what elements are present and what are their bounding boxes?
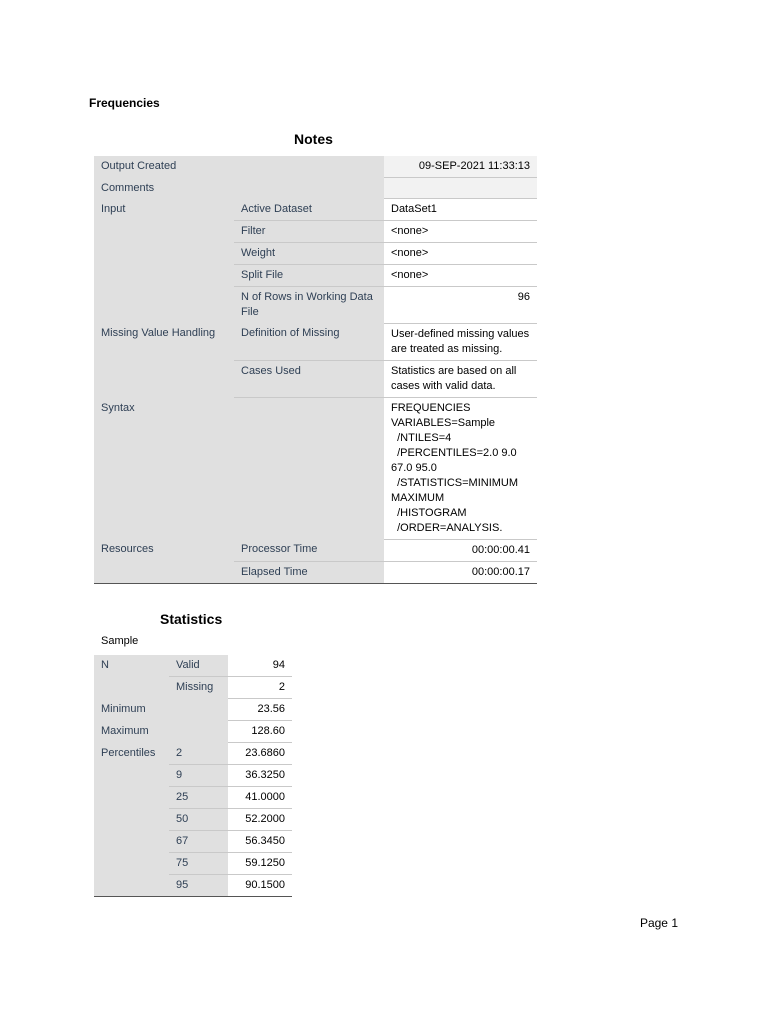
minimum-label: Minimum <box>94 699 228 721</box>
percentile-label: 25 <box>169 787 228 809</box>
percentile-label: 50 <box>169 809 228 831</box>
resources-label: Resources <box>94 539 234 583</box>
statistics-table-title: Statistics <box>160 611 223 627</box>
definition-of-missing-value: User-defined missing values are treated as missing. <box>384 323 537 360</box>
cases-used-label: Cases Used <box>234 360 384 397</box>
valid-label: Valid <box>169 655 228 677</box>
maximum-label: Maximum <box>94 721 228 743</box>
filter-label: Filter <box>234 221 384 243</box>
n-rows-label: N of Rows in Working Data File <box>234 287 384 324</box>
table-row <box>94 539 537 561</box>
comments-value <box>384 178 537 199</box>
valid-value: 94 <box>228 655 292 677</box>
statistics-table <box>94 655 292 897</box>
percentile-value: 23.6860 <box>228 743 292 765</box>
definition-of-missing-label: Definition of Missing <box>234 323 384 360</box>
percentile-label: 95 <box>169 875 228 897</box>
table-row <box>94 199 537 221</box>
percentile-value: 41.0000 <box>228 787 292 809</box>
n-rows-value: 96 <box>384 287 537 324</box>
missing-value-handling-label: Missing Value Handling <box>94 323 234 397</box>
table-row <box>94 655 292 677</box>
percentile-label: 75 <box>169 853 228 875</box>
percentiles-label: Percentiles <box>94 743 169 897</box>
missing-value: 2 <box>228 677 292 699</box>
statistics-variable-label: Sample <box>101 635 139 647</box>
notes-table <box>94 156 537 584</box>
cases-used-value: Statistics are based on all cases with valid data. <box>384 360 537 397</box>
output-created-label: Output Created <box>94 156 384 178</box>
syntax-value: FREQUENCIES VARIABLES=Sample /NTILES=4 /PERCENTILES=2.0 9.0 67.0 95.0 /STATISTICS=MINIMUM MAXIMUM /HISTOGRAM /ORDER=ANALYSIS. <box>384 397 537 539</box>
percentile-value: 36.3250 <box>228 765 292 787</box>
elapsed-time-value: 00:00:00.17 <box>384 561 537 583</box>
split-file-value: <none> <box>384 265 537 287</box>
active-dataset-value: DataSet1 <box>384 199 537 221</box>
elapsed-time-label: Elapsed Time <box>234 561 384 583</box>
table-row <box>94 721 292 743</box>
input-label: Input <box>94 199 234 324</box>
notes-table-title: Notes <box>294 131 333 147</box>
output-created-value: 09-SEP-2021 11:33:13 <box>384 156 537 178</box>
comments-label: Comments <box>94 178 384 199</box>
missing-label: Missing <box>169 677 228 699</box>
percentile-value: 90.1500 <box>228 875 292 897</box>
syntax-label: Syntax <box>94 397 384 539</box>
percentile-label: 67 <box>169 831 228 853</box>
n-label: N <box>94 655 169 699</box>
weight-label: Weight <box>234 243 384 265</box>
filter-value: <none> <box>384 221 537 243</box>
table-row <box>94 397 537 539</box>
percentile-label: 2 <box>169 743 228 765</box>
table-row <box>94 323 537 360</box>
active-dataset-label: Active Dataset <box>234 199 384 221</box>
processor-time-label: Processor Time <box>234 539 384 561</box>
maximum-value: 128.60 <box>228 721 292 743</box>
percentile-value: 59.1250 <box>228 853 292 875</box>
table-row <box>94 699 292 721</box>
weight-value: <none> <box>384 243 537 265</box>
table-row <box>94 156 537 178</box>
percentile-value: 56.3450 <box>228 831 292 853</box>
minimum-value: 23.56 <box>228 699 292 721</box>
page-number: Page 1 <box>639 916 678 930</box>
percentile-value: 52.2000 <box>228 809 292 831</box>
table-row <box>94 178 537 199</box>
percentile-label: 9 <box>169 765 228 787</box>
table-row <box>94 743 292 765</box>
processor-time-value: 00:00:00.41 <box>384 539 537 561</box>
split-file-label: Split File <box>234 265 384 287</box>
section-title: Frequencies <box>89 96 160 110</box>
